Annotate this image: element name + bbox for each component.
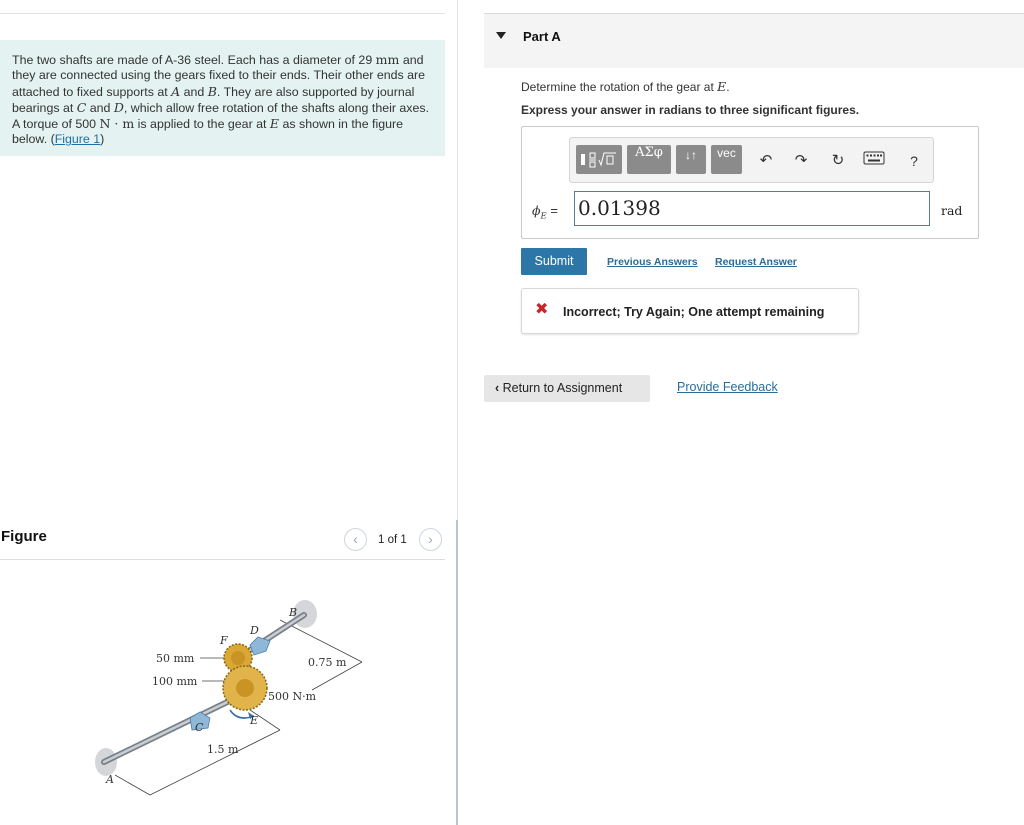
answer-label: $\phi_E$ = (532, 203, 558, 222)
label-100mm: 100 mm (152, 675, 198, 688)
figure-link[interactable]: Figure 1 (54, 132, 101, 147)
greek-symbols-button[interactable]: ΑΣφ (627, 145, 671, 174)
caret-down-icon (496, 32, 506, 39)
keyboard-icon-glyph (863, 151, 885, 165)
problem-statement: The two shafts are made of A-36 steel. Each has a diameter of 29 mm and they are connected using the gears fixed to their ends. Their other ends are attached to fixed supports at A and B. They are also supported by journal bearings at C and D, which allow free rotation of the shafts along their axes. A torque of 500 N · m is applied to the gear at E as shown in the figure below. (Figure 1) (0, 40, 445, 156)
label-15m: 1.5 m (207, 743, 239, 756)
label-e: E (250, 714, 259, 727)
gear-e-hub (236, 679, 254, 697)
feedback-message (521, 288, 859, 334)
figure-title: Figure (1, 528, 47, 545)
label-c: C (195, 721, 204, 734)
dimension-line (150, 730, 280, 795)
part-a-header[interactable] (484, 14, 1024, 68)
label-50mm: 50 mm (156, 652, 195, 665)
label-a: A (106, 773, 114, 786)
provide-feedback-link[interactable]: Provide Feedback (677, 380, 778, 394)
answer-box (521, 126, 979, 239)
answer-pane (459, 0, 1024, 825)
gear-f-hub (231, 651, 245, 665)
figure-header (0, 527, 445, 559)
problem-pane (0, 0, 445, 825)
math-toolbar (569, 137, 934, 183)
next-figure-button[interactable] (419, 528, 442, 551)
chevron-left-icon: ‹ (495, 381, 500, 395)
figure-pager: 1 of 1 (378, 534, 407, 546)
template-button[interactable] (576, 145, 622, 174)
question-text: Determine the rotation of the gear at E. (521, 79, 730, 94)
part-title: Part A (523, 29, 561, 44)
label-torque: 500 N·m (268, 690, 317, 703)
reset-icon[interactable]: ↻ (831, 152, 845, 169)
instruction-text: Express your answer in radians to three significant figures. (521, 103, 860, 117)
dimension-line (115, 775, 150, 795)
subscript-superscript-button[interactable]: ↓↑ (676, 145, 706, 174)
vector-button[interactable]: vec (711, 145, 742, 174)
previous-answers-link[interactable]: Previous Answers (607, 256, 698, 268)
pane-divider-scroll[interactable] (456, 520, 458, 825)
label-b: B (289, 606, 298, 619)
divider (0, 13, 445, 14)
fraction-sqrt-icon (576, 145, 622, 174)
label-d: D (250, 624, 259, 637)
shaft-gear-figure (80, 590, 380, 805)
label-f: F (220, 634, 228, 647)
return-to-assignment-button[interactable]: ‹ Return to Assignment (484, 375, 650, 402)
bearing-d (250, 637, 270, 655)
divider (0, 559, 445, 560)
pane-divider (457, 0, 458, 520)
answer-input[interactable]: 0.01398 (574, 191, 930, 226)
redo-icon[interactable]: ↷ (794, 152, 808, 169)
previous-figure-button[interactable] (344, 528, 367, 551)
unit-label: rad (941, 203, 963, 218)
label-075m: 0.75 m (308, 656, 347, 669)
chevron-right-icon: › (428, 531, 433, 547)
chevron-left-icon: ‹ (353, 531, 358, 547)
undo-icon[interactable]: ↶ (759, 152, 773, 169)
submit-button[interactable]: Submit (521, 248, 587, 275)
help-button[interactable]: ? (910, 153, 918, 169)
request-answer-link[interactable]: Request Answer (715, 256, 797, 268)
keyboard-icon[interactable] (862, 151, 886, 171)
error-x-icon: ✖ (535, 301, 549, 318)
feedback-text: Incorrect; Try Again; One attempt remaining (563, 305, 825, 319)
